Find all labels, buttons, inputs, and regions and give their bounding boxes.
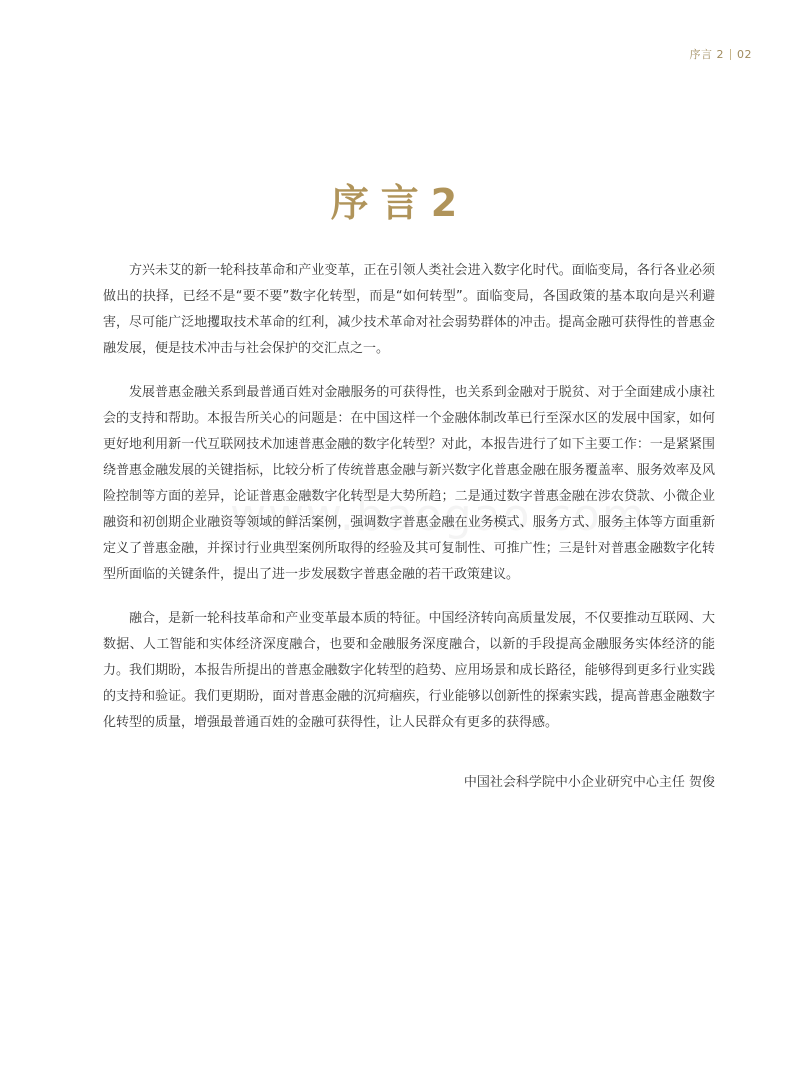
body-text bbox=[103, 258, 715, 754]
paragraph-3: 融合，是新一轮科技革命和产业变革最本质的特征。中国经济转向高质量发展，不仅要推动互联网、大数据、人工智能和实体经济深度融合，也要和金融服务深度融合，以新的手段提高金融服务实体经济的能力。我们期盼，本报告所提出的普惠金融数字化转型的趋势、应用场景和成长路径，能够得到更多行业实践的支持和验证。我们更期盼，面对普惠金融的沉疴痼疾，行业能够以创新性的探索实践，提高普惠金融数字化转型的质量，增强最普通百姓的金融可获得性，让人民群众有更多的获得感。 bbox=[103, 611, 715, 730]
header-divider bbox=[730, 49, 731, 60]
header-section-label: 序言 2 bbox=[689, 48, 724, 61]
header-page-number: 02 bbox=[737, 47, 752, 61]
page-title: 序言2 bbox=[330, 181, 470, 225]
paragraph-1: 方兴未艾的新一轮科技革命和产业变革，正在引领人类社会进入数字化时代。面临变局，各行各业必须做出的抉择，已经不是“要不要”数字化转型，而是“如何转型”。面临变局，各国政策的基本取向是兴利避害，尽可能广泛地攫取技术革命的红利，减少技术革命对社会弱势群体的冲击。提高金融可获得性的普惠金融发展，便是技术冲击与社会保护的交汇点之一。 bbox=[103, 263, 715, 356]
running-header bbox=[690, 46, 753, 62]
paragraph-2: 发展普惠金融关系到最普通百姓对金融服务的可获得性，也关系到金融对于脱贫、对于全面建成小康社会的支持和帮助。本报告所关心的问题是：在中国这样一个金融体制改革已行至深水区的发展中国家，如何更好地利用新一代互联网技术加速普惠金融的数字化转型？对此，本报告进行了如下主要工作：一是紧紧围绕普惠金融发展的关键指标，比较分析了传统普惠金融与新兴数字化普惠金融在服务覆盖率、服务效率及风险控制等方面的差异，论证普惠金融数字化转型是大势所趋；二是通过数字普惠金融在涉农贷款、小微企业融资和初创期企业融资等领域的鲜活案例，强调数字普惠金融在业务模式、服务方式、服务主体等方面重新定义了普惠金融，并探讨行业典型案例所取得的经验及其可复制性、可推广性；三是针对普惠金融数字化转型所面临的关键条件，提出了进一步发展数字普惠金融的若干政策建议。 bbox=[103, 385, 715, 582]
signature: 中国社会科学院中小企业研究中心主任 贺俊 bbox=[463, 775, 715, 790]
